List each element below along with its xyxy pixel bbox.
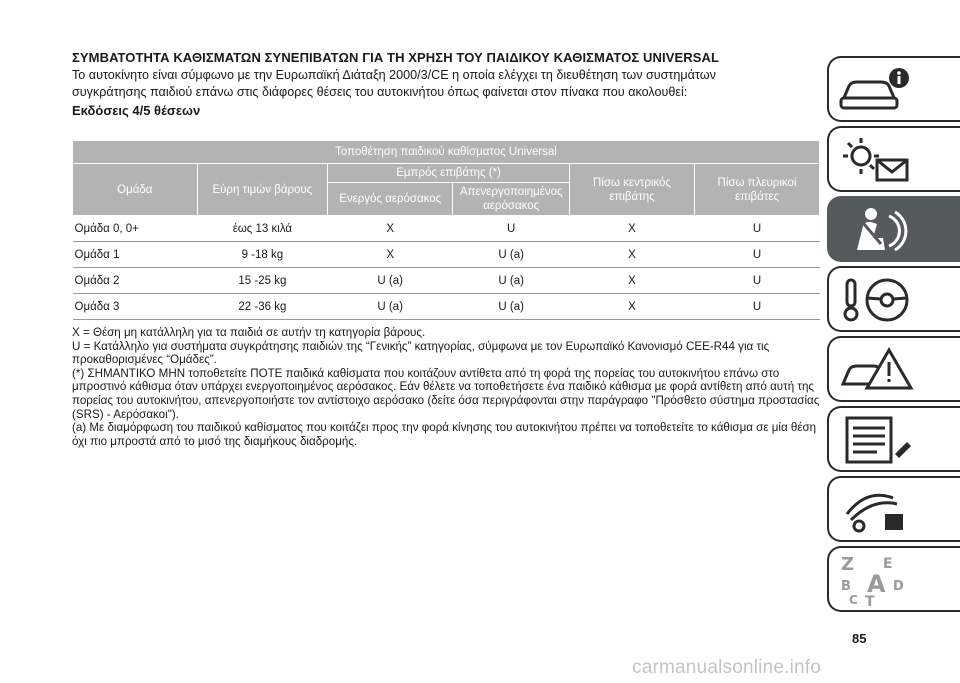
- table-notes: [72, 326, 822, 448]
- chapter-tabs: [827, 56, 960, 616]
- col-rear-center-header: Πίσω κεντρικός επιβάτης: [570, 164, 695, 216]
- cell-weight: 9 -18 kg: [197, 242, 328, 268]
- tab-safety[interactable]: [827, 196, 960, 262]
- intro-line-1: Το αυτοκίνητο είναι σύμφωνο με την Ευρωπαϊκή Διάταξη 2000/3/CE η οποία ελέγχει τη διευθέτηση των συστημάτων: [72, 68, 716, 82]
- svg-text:T: T: [865, 594, 875, 606]
- watermark: carmanualsonline.info: [632, 657, 822, 678]
- subheading: Εκδόσεις 4/5 θέσεων: [72, 103, 201, 118]
- tab-warning-lights[interactable]: [827, 126, 960, 192]
- section-heading: ΣΥΜΒΑΤΟΤΗΤΑ ΚΑΘΙΣΜΑΤΩΝ ΣΥΝΕΠΙΒΑΤΩΝ ΓΙΑ ΤΗ ΧΡΗΣΗ ΤΟΥ ΠΑΙΔΙΚΟΥ ΚΑΘΙΣΜΑΤΟΣ UNIVERSAL: [72, 50, 720, 65]
- cell-weight: έως 13 κιλά: [197, 216, 328, 242]
- maintenance-list-icon: [837, 414, 917, 466]
- cell-active: X: [328, 242, 453, 268]
- steering-key-icon: [837, 274, 917, 326]
- cell-group: Ομάδα 2: [73, 268, 198, 294]
- cell-active: U (a): [328, 268, 453, 294]
- tab-maintenance[interactable]: [827, 406, 960, 472]
- index-letters-icon: [837, 554, 917, 606]
- cell-weight: 22 -36 kg: [197, 294, 328, 320]
- col-front-active-header: Ενεργός αερόσακος: [328, 183, 453, 216]
- tab-emergency[interactable]: [827, 336, 960, 402]
- intro-line-2: συγκράτησης παιδιού επάνω στις διάφορες θέσεις του αυτοκινήτου όπως φαίνεται στον πίνακα που ακολουθεί:: [72, 85, 688, 99]
- cell-group: Ομάδα 3: [73, 294, 198, 320]
- tab-tech-specs[interactable]: [827, 476, 960, 542]
- seat-airbag-icon: [837, 204, 917, 256]
- table-row: [73, 294, 820, 320]
- cell-side: U: [694, 216, 819, 242]
- table-row: [73, 242, 820, 268]
- cell-active: U (a): [328, 294, 453, 320]
- tab-driving[interactable]: [827, 266, 960, 332]
- cell-group: Ομάδα 0, 0+: [73, 216, 198, 242]
- tech-specs-icon: [837, 484, 917, 536]
- col-front-inactive-header: Απενεργοποιημένος αερόσακος: [453, 183, 570, 216]
- cell-inactive: U (a): [453, 268, 570, 294]
- tab-index[interactable]: [827, 546, 960, 612]
- cell-side: U: [694, 268, 819, 294]
- svg-text:Z: Z: [841, 554, 855, 575]
- col-group-header: Ομάδα: [73, 164, 198, 216]
- tab-car-info[interactable]: [827, 56, 960, 122]
- cell-center: X: [570, 242, 695, 268]
- svg-text:C: C: [849, 593, 858, 606]
- car-info-icon: [837, 64, 917, 116]
- col-weight-header: Εύρη τιμών βάρους: [197, 164, 328, 216]
- note-u: U = Κατάλληλο για συστήματα συγκράτησης παιδιών της “Γενικής” κατηγορίας, σύμφωνα με τον Ευρωπαϊκό Κανονισμό CEE-R44 για τις προκαθορισμένες “Ομάδες”.: [72, 339, 770, 367]
- svg-text:B: B: [841, 579, 851, 594]
- table-row: [73, 216, 820, 242]
- table-row: [73, 268, 820, 294]
- intro-text: [72, 67, 822, 101]
- cell-inactive: U (a): [453, 242, 570, 268]
- cell-group: Ομάδα 1: [73, 242, 198, 268]
- page-number: 85: [852, 631, 867, 646]
- svg-text:A: A: [867, 570, 886, 598]
- cell-center: X: [570, 268, 695, 294]
- table-title: Τοποθέτηση παιδικού καθίσματος Universal: [73, 141, 820, 164]
- cell-side: U: [694, 242, 819, 268]
- svg-text:E: E: [883, 556, 893, 572]
- cell-active: X: [328, 216, 453, 242]
- cell-center: X: [570, 294, 695, 320]
- note-x: X = Θέση μη κατάλληλη για τα παιδιά σε αυτήν τη κατηγορία βάρους.: [72, 326, 426, 339]
- cell-center: X: [570, 216, 695, 242]
- cell-inactive: U: [453, 216, 570, 242]
- page-content: [72, 50, 822, 448]
- warning-lights-icon: [837, 134, 917, 186]
- col-rear-side-header: Πίσω πλευρικοί επιβάτες: [694, 164, 819, 216]
- cell-side: U: [694, 294, 819, 320]
- svg-text:D: D: [893, 579, 904, 594]
- note-star: (*) ΣΗΜΑΝΤΙΚΟ ΜΗΝ τοποθετείτε ΠΟΤΕ παιδικά καθίσματα που κοιτάζουν αντίθετα από τη φορά της πορείας του αυτοκινήτου επάνω στο μπροστινό κάθισμα όταν υπάρχει ενεργοποιημένος αερόσακος. Εάν θέλετε να τοποθετήσετε ένα παιδικό κάθισμα με φορά αντίθετη από αυτή της πορείας του αυτοκινήτου, απενεργοποιήστε τον αντίστοιχο αερόσακο (δείτε όσα περιγράφονται στην παράγραφο "Πρόσθετο σύστημα προστασίας (SRS) - Αερόσακοι").: [72, 366, 820, 421]
- cell-inactive: U (a): [453, 294, 570, 320]
- col-front-header: Εμπρός επιβάτης (*): [328, 164, 570, 183]
- note-a: (a) Με διαμόρφωση του παιδικού καθίσματος που κοιτάζει προς την φορά κίνησης του αυτοκινήτου πρέπει να τοποθετείτε το κάθισμα σε μία θέση όχι πιο μπροστά από το μισό της διαμήκους διαδρομής.: [72, 421, 817, 448]
- compatibility-table: [72, 140, 820, 320]
- accident-warning-icon: [837, 344, 917, 396]
- cell-weight: 15 -25 kg: [197, 268, 328, 294]
